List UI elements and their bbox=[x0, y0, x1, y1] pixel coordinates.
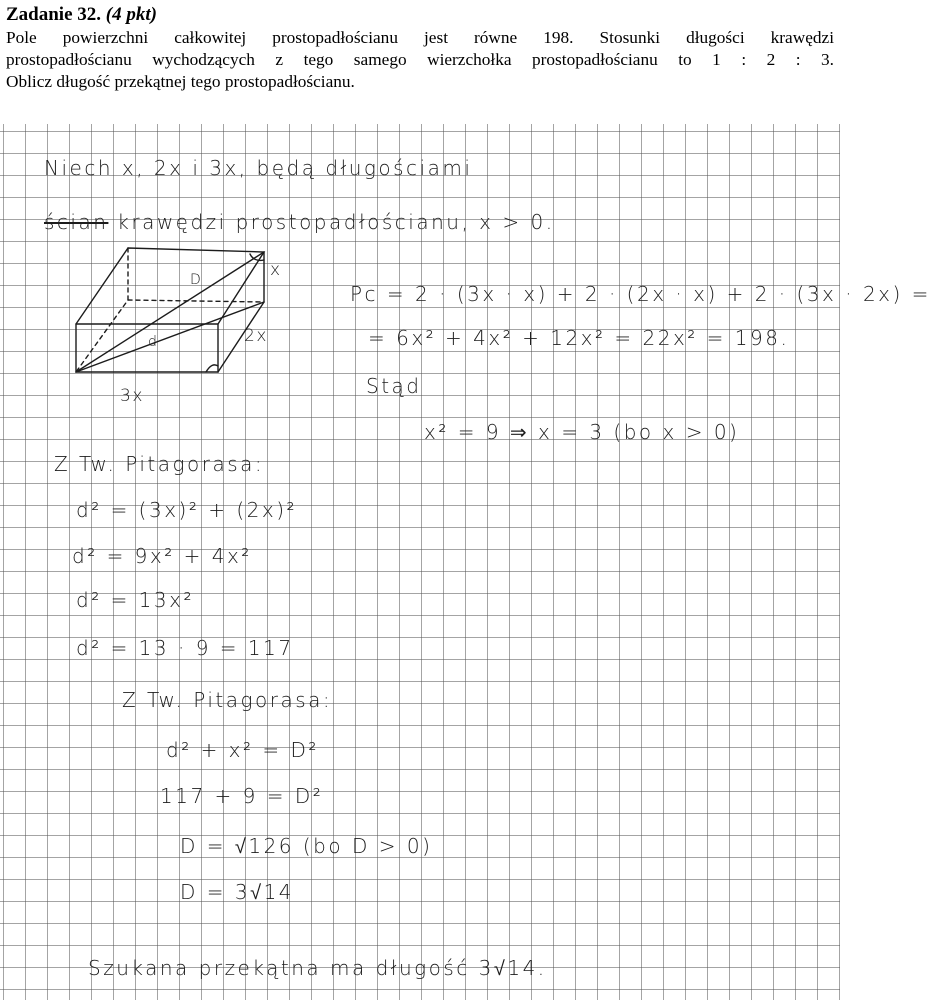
pythagoras-heading-2: Z Tw. Pitagorasa: bbox=[122, 688, 333, 712]
graph-paper-sheet bbox=[0, 124, 931, 1000]
area-line-2: = 6x² + 4x² + 12x² = 22x² = 198. bbox=[368, 326, 790, 350]
task-points: (4 pkt) bbox=[105, 4, 157, 25]
task-text-line-1: Pole powierzchni całkowitej prostopadłościanu jest równe 198. Stosunki długości krawędzi bbox=[6, 28, 834, 47]
d-equation-3: d² = 13x² bbox=[76, 588, 194, 612]
intro-line-2-text: krawędzi prostopadłościanu, x > 0. bbox=[117, 210, 555, 234]
D-equation-4: D = 3√14 bbox=[180, 880, 295, 904]
final-answer: Szukana przekątna ma długość 3√14. bbox=[88, 956, 547, 980]
right-angle-mark bbox=[206, 365, 218, 372]
stad-label: Stąd bbox=[366, 374, 422, 398]
crossed-out-word: ścian bbox=[44, 210, 109, 234]
task-text-line-2: prostopadłościanu wychodzących z tego samego wierzchołka prostopadłościanu to 1 : 2 : 3. bbox=[6, 50, 834, 69]
task-number: Zadanie 32. bbox=[6, 4, 102, 25]
area-line-1: Pc = 2 · (3x · x) + 2 · (2x · x) + 2 · (3x · 2x) = bbox=[350, 282, 931, 306]
D-equation-2: 117 + 9 = D² bbox=[160, 784, 324, 808]
intro-line-1: Niech x, 2x i 3x, będą długościami bbox=[44, 156, 473, 180]
cuboid-hidden-edges bbox=[76, 248, 128, 372]
label-d: d bbox=[148, 334, 159, 350]
d-equation-4: d² = 13 · 9 = 117 bbox=[76, 636, 294, 660]
label-2x: 2x bbox=[244, 326, 268, 346]
x-value-line: x² = 9 ⇒ x = 3 (bo x > 0) bbox=[424, 420, 740, 444]
cuboid-hidden-edge-bottom bbox=[128, 300, 264, 302]
label-x: x bbox=[270, 260, 282, 280]
label-D: D bbox=[190, 272, 203, 288]
task-title bbox=[6, 2, 834, 27]
D-equation-1: d² + x² = D² bbox=[166, 738, 319, 762]
d-equation-2: d² = 9x² + 4x² bbox=[72, 544, 252, 568]
task-header bbox=[6, 2, 834, 93]
label-3x: 3x bbox=[120, 386, 144, 406]
d-equation-1: d² = (3x)² + (2x)² bbox=[76, 498, 298, 522]
pythagoras-heading-1: Z Tw. Pitagorasa: bbox=[54, 452, 265, 476]
task-text-line-3: Oblicz długość przekątnej tego prostopadłościanu. bbox=[6, 72, 355, 91]
D-equation-3: D = √126 (bo D > 0) bbox=[180, 834, 433, 858]
